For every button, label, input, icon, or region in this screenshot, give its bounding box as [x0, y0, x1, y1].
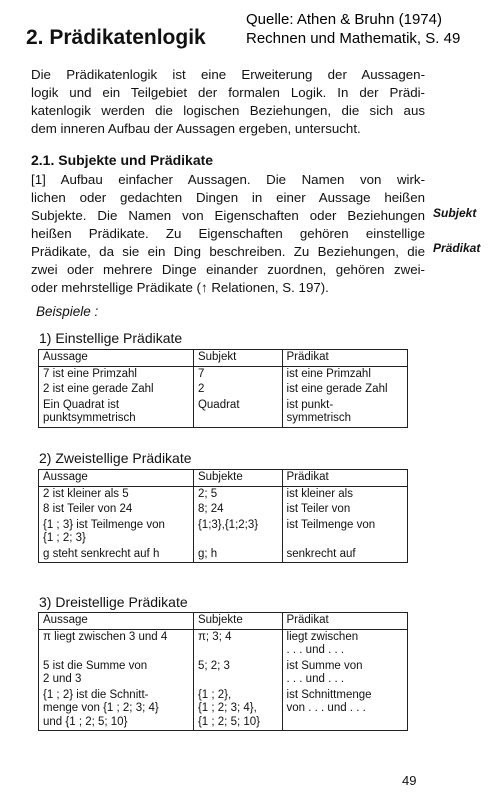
table-cell: 2 ist kleiner als 5 [39, 486, 194, 502]
table-cell: {1;3},{1;2;3} [193, 518, 282, 547]
table-row [39, 659, 408, 688]
table-cell: ist punkt- symmetrisch [282, 398, 407, 428]
table-row [39, 502, 408, 518]
table-cell: ist Teilmenge von [282, 518, 407, 547]
table-row [39, 486, 408, 502]
intro-line: katenlogik werden die logischen Beziehungen, die sich aus [31, 103, 425, 118]
column-header: Prädikat [282, 470, 407, 487]
table-cell: g steht senkrecht auf h [39, 547, 194, 563]
table-cell: ist kleiner als [282, 486, 407, 502]
table-title-1: 1) Einstellige Prädikate [39, 330, 183, 346]
table-cell: 8 ist Teiler von 24 [39, 502, 194, 518]
table-cell: Ein Quadrat ist punktsymmetrisch [39, 398, 194, 428]
column-header: Subjekt [193, 350, 282, 367]
table-cell: g; h [193, 547, 282, 563]
margin-note-praedikat: Prädikat [433, 241, 481, 255]
column-header: Aussage [39, 470, 194, 487]
table-cell: 7 [193, 366, 282, 382]
table-cell: 7 ist eine Primzahl [39, 366, 194, 382]
examples-label: Beispiele : [36, 304, 99, 319]
table-row [39, 688, 408, 731]
source-citation [246, 10, 460, 48]
intro-line: Die Prädikatenlogik ist eine Erweiterung der Aussagen- [31, 67, 425, 82]
table-row [39, 382, 408, 398]
table-cell: 5 ist die Summe von 2 und 3 [39, 659, 194, 688]
table-cell: 2; 5 [193, 486, 282, 502]
body-paragraph [31, 171, 425, 297]
body-line: Subjekte. Die Namen von Eigenschaften oder Beziehungen [31, 208, 425, 223]
page-number: 49 [402, 773, 417, 788]
table-cell: {1 ; 2}, {1 ; 2; 3; 4}, {1 ; 2; 5; 10} [193, 688, 282, 731]
column-header: Subjekte [193, 613, 282, 630]
chapter-title: 2. Prädikatenlogik [26, 26, 206, 49]
section-heading: 2.1. Subjekte und Prädikate [31, 152, 214, 168]
predicate-table-2 [38, 469, 408, 563]
column-header: Prädikat [282, 350, 407, 367]
predicate-table-1 [38, 349, 408, 428]
table-cell: ist Summe von . . . und . . . [282, 659, 407, 688]
intro-paragraph [31, 66, 425, 138]
table-cell: Quadrat [193, 398, 282, 428]
table-cell: liegt zwischen . . . und . . . [282, 629, 407, 659]
body-line: lichen oder gedachten Dingen in einer Aussage heißen [31, 190, 425, 205]
predicate-table-3 [38, 612, 408, 731]
table-cell: ist eine Primzahl [282, 366, 407, 382]
table-cell: ist eine gerade Zahl [282, 382, 407, 398]
source-line-1: Quelle: Athen & Bruhn (1974) [246, 11, 442, 28]
table-row [39, 629, 408, 659]
table-cell: π; 3; 4 [193, 629, 282, 659]
table-cell: 8; 24 [193, 502, 282, 518]
column-header: Prädikat [282, 613, 407, 630]
table-row [39, 547, 408, 563]
table-row [39, 398, 408, 428]
intro-line: logik und ein Teilgebiet der formalen Logik. In der Prädi- [31, 85, 425, 100]
column-header: Subjekte [193, 470, 282, 487]
column-header: Aussage [39, 350, 194, 367]
body-line: oder mehrstellige Prädikate (↑ Relationen, S. 197). [31, 280, 329, 295]
table-title-2: 2) Zweistellige Prädikate [39, 450, 192, 466]
table-cell: 5; 2; 3 [193, 659, 282, 688]
table-row [39, 366, 408, 382]
table-cell: {1 ; 3} ist Teilmenge von {1 ; 2; 3} [39, 518, 194, 547]
intro-line: dem inneren Aufbau der Aussagen ergeben, untersucht. [31, 121, 361, 136]
table-row [39, 518, 408, 547]
body-line: heißen Prädikate. Zu Eigenschaften gehören einstellige [31, 226, 425, 241]
table-cell: {1 ; 2} ist die Schnitt- menge von {1 ; 2; 3; 4} und {1 ; 2; 5; 10} [39, 688, 194, 731]
margin-note-subjekt: Subjekt [433, 206, 477, 220]
body-line: [1] Aufbau einfacher Aussagen. Die Namen von wirk- [31, 172, 425, 187]
table-cell: ist Schnittmenge von . . . und . . . [282, 688, 407, 731]
body-line: zwei oder mehrere Dinge einander zuordnen, gehören zwei- [31, 262, 425, 277]
table-cell: ist Teiler von [282, 502, 407, 518]
table-cell: π liegt zwischen 3 und 4 [39, 629, 194, 659]
table-cell: senkrecht auf [282, 547, 407, 563]
table-cell: 2 [193, 382, 282, 398]
table-title-3: 3) Dreistellige Prädikate [39, 594, 188, 610]
column-header: Aussage [39, 613, 194, 630]
table-cell: 2 ist eine gerade Zahl [39, 382, 194, 398]
source-line-2: Rechnen und Mathematik, S. 49 [246, 30, 461, 47]
body-line: Prädikate, da sie ein Ding beschreiben. Zu Beziehungen, die [31, 244, 425, 259]
